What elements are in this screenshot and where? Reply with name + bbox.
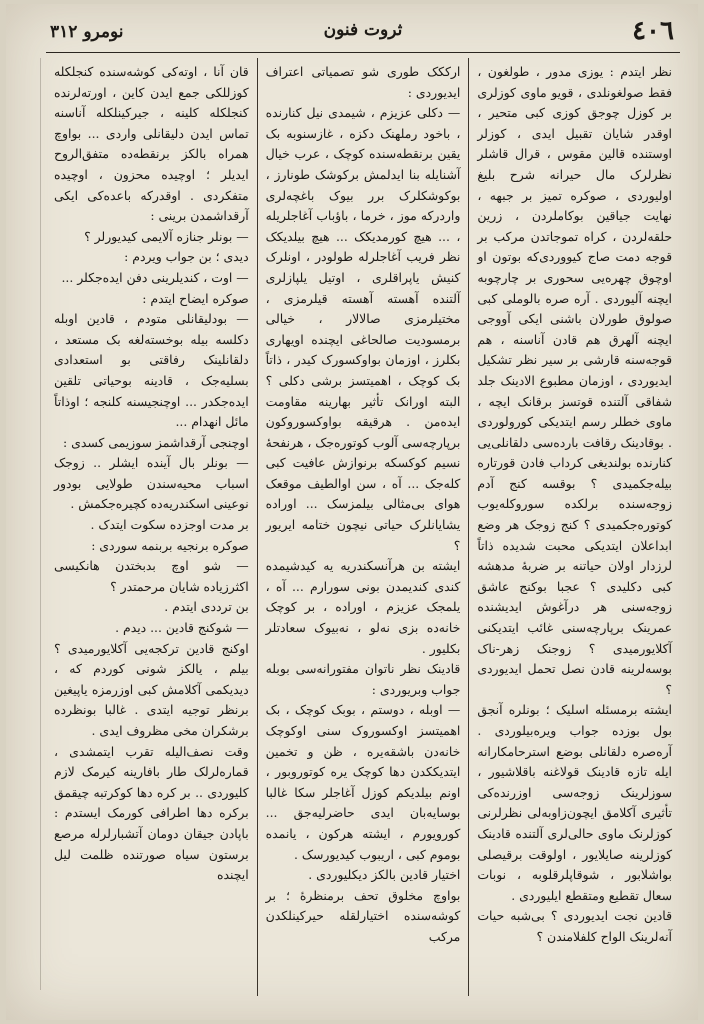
paragraph: — شوکنج قادین ... دیدم . (115, 620, 249, 636)
paragraph: نظر ایتدم : یوزی مدور ، طولغون ، فقط صولغونلدی ، قویو ماوی کوزلری بر کوزل چوجق کوزی کبی متحیر ، اوقدر شایان تقبیل ایدی ، کوزلر اوستنده قالین مقوس ، قرال قاشلر نظرلرک مال حیرانه شرح بلیغ اولیوردی ، صوکره تمیز بر جبهه ، نهایت جیاقین بوکاملردن ، زرین حلقه‌لردن ، کراه تموجاتدن مرکب بر قوجه دمت صاج کیووردی‌که بوتون او اوچوق چهره‌یی سحوری بر چارچوبه ایچنه آلیوردی . آره صره بالوملی کبی صولوق طورلان باشنی ایکی آووجی ایچنه آلهرق هم قادن آناسنه ، هم قوجه‌سنه قارشی بر سیر نظر تشکیل ایدیوردی ، اوزمان مطبوع الادینک جلد شفاقی آلتنده قوتسز برقانک ایچه ، ماوی خطلر رسم ایتدیکی کورولوردی . بوقادینک رقافت بارده‌سی دلقانلی‌یی کنارنده بولندیغی کرداب فادن قورتاره بیله‌جکمیدی ؟ بوقسه کنج آدم زوجه‌سنده برلکده سوروکله‌یوب کوتوره‌جکمیدی ؟ کنج زوجک هر وضع ابداعلان ایتدیکی محبت شدیده ذاتاً لرزدار اولان حیاتنه بر ضربهٔ مدهشه کبی دکلیدی ؟ عجبا بوکنج عاشق زوجه‌سنی هر درآغوش ایدیشنده عمرینک برپارچه‌سنی غائب ایتدیکنی آکلایورمیدی ؟ زوجنک زهر-ناک بوسه‌لرینه قادن نصل تحمل ایدیوردی ؟ (477, 64, 672, 697)
paragraph: اوچنجی آرقداشمز سوزیمی کسدی : (63, 434, 249, 450)
paragraph: اختیار قادین بالکز دیکلیوردی . (308, 867, 461, 883)
paragraph: دیدی ؛ بن جواب ویردم : (124, 249, 249, 265)
paragraph: — شو اوچ بدبختدن هانکیسی اکثرزیاده شایان مرحمتدر ؟ (53, 558, 249, 594)
page-number: ٤٠٦ (632, 16, 674, 46)
paragraph: ایشته بن هرآنسکندریه یه کیدشیمده کندی کندیمدن بونی سورارم ... آه ، یلمجک عزیزم ، اوراده ، بر کوچک خانه‌ده بزی نەلو ، نه‌بیوک سعادتلر بکلیور . (265, 558, 461, 656)
paragraph: صوکره ایضاح ایتدم : (142, 290, 249, 306)
paragraph: وقت نصف‌الیله تقرب ایتمشدی ، قمارەلرلک طار بافارینه کیرمک لازم کلیوردی .. بر کره دها کوکرتبه چیقمق برکره دها اطرافی کورمک ایستدم : باپادن جیقان دومان آتشبارلرله مرصع برستون سیاه صورتنده ظلمت لیل ایچنده (53, 743, 249, 883)
paragraph: — اوت ، کندیلرینی دفن ایده‌جکلر ... (61, 269, 249, 285)
paragraph: — اوبله ، دوستم ، بوبک کوچک ، بک اهمیتسز اوکسوروک سنی اوکوچک خانه‌دن باشقه‌یره ، ظن و تخمین ایتدیککدن دها کوچک یره کوتوروبور ، اونم بیلدیکم کوزل آغاجلر سکا غالبا بوسایه‌بان ایدی حاضرلیه‌جق ... کورویورم ، ایشته هرکون ، یانمده بوموم کبی ، اریبوب کیدیورسک . (265, 702, 461, 862)
journal-title: ثروت فنون (323, 20, 403, 40)
paragraph: — دکلی عزیزم ، شیمدی نیل کنارنده ، باخود رملهنک دکزه ، غازسنوبه بک یقین برنقطه‌سنده کوچک ، عرب خیال آشنایله بنا ایدلمش برکوشک طونارز ، بوکوشکلرک برر بیوک باغچه‌لری واردرکه موز ، خرما ، باؤباب آغاجلریله ، ... هیچ کورمدیکک ... هیچ بیلدیکک نظر فریب آغاجلرله طولودر ، اونلرک کنیش یاپراقلری ، اوتیل یلپازلری آلتنده آهسته آهسته قیلرمزی ، مختیلرمزی صالالار ، خیالی برمسودیت صالحاغی ایچنده اویهاری بکلرز ، اوزمان بواوکسورک کیدر ، ذاتاً بک کوچک ، اهمیتسز برشی دکلی ؟ البته اورانک تأثیر بهارینه مقاومت ایده‌من . هرقیقه بواوکسوروکون برپارچه‌سی آلوب کوتوره‌جک ، هرنفحهٔ نسیم کوکسکه برنوازش عافیت کبی کله‌جک ... آه ، سن اوالطیف موقعک هوای بی‌مثالی بیلمزسک ... اوراده یشایانلرک حیاتی نیچون ختامه ایریور ؟ (265, 105, 461, 553)
paragraph: قادین نجت ایدیوردی ؟ بی‌شبه حیات آنەلرینک الواح کلفلامندن ؟ (477, 908, 672, 944)
paragraph: بر مدت اوجزده سکوت ایتدک . (90, 517, 249, 533)
text-columns (46, 58, 680, 996)
paragraph: بواوچ مخلوق تحف برمنظرهٔ ؛ بر کوشه‌سنده اختیارلقله حیرکینلکدن مرکب (265, 887, 461, 944)
paragraph: بن ترددی ایتدم . (164, 599, 249, 615)
issue-number: نومرو ٣١٢ (50, 22, 124, 42)
page-margin (14, 58, 41, 990)
paragraph: — بونلر بال آینده ایشلر .. زوجک اسباب محیه‌سندن طولایی بودور نوعینی اسکندریه‌ده کچیره‌جکمش . (53, 455, 249, 512)
paragraph: اوکنج قادین ترکجه‌یی آکلایورمیدی ؟ بیلم ، یالکز شونی کوردم که ، دیدیکمی آکلامش کبی اوزرمزه یاپیغین برنظر توجیه ایتدی . غالبا بونظرده برشکران مخی مظروف ایدی . (53, 640, 249, 738)
paragraph: — بودلیقانلی متودم ، قادین اوبله دکلسه بیله بوخسته‌لغه بک مستعد ، دلقانلینک رفاقتی بو استعدادی بسلیه‌جک ، قادینه بوحیاتی تلقین ایده‌جکدر ... اوچنجیسنه کلنجه ؛ اوذاتاً مائل انهدام ... (53, 311, 249, 430)
column-middle (258, 58, 470, 996)
document-page (6, 4, 698, 1020)
paragraph: ارککک طوری شو تصمیاتی اعتراف ایدیوردی : (265, 64, 461, 100)
column-right (469, 58, 680, 996)
paragraph: قادینک نظر ناتوان مفتورانه‌سی بوبله جواب وبریوردی : (265, 661, 461, 697)
paragraph: قان آنا ، اوتەکی کوشه‌سنده کنجلکله کوزللکی جمع ایدن کاین ، اورتەلرنده کنجلکله کلینه ، جیرکینلکله آناسنه تماس ایدن دلیقانلی واردی ... بواوچ همراه بالکز برنقطه‌ده متفق‌الروح ایدیلر ؛ اوچیده محزون ، اوچیده متفکردی . اوقدرکه باعده‌کی ایکی آرقداشمدن برینی : (53, 64, 249, 224)
paragraph: صوکره برنجیه بربنمه سوردی : (91, 537, 249, 553)
paragraph: ایشته برمسئله اسلیک ؛ بونلره آنجق بول بوزده جواب ویره‌بیلوردی . آرەصره دلقانلی بوضع استرحامکارانه ایله تازه قادینک قولاغنه باقلاشیور ، سوزلرینک زوجه‌سی اوزرنده‌کی تأثیری آکلامق ایچون‌زاوبه‌لی نظرلرنی کوزلرنک ماوی حالی‌لری آلتنده قادینک کوزلرینه صایلایور ، اولوقت برقیصلی بواشلابور ، شوقاپلرقلوبه ، نوبات سعال تقطیع ومتقطع ایلیوردی . (477, 702, 672, 903)
paragraph: — بونلر جنازه آلایمی کیدیورلر ؟ (84, 228, 249, 244)
header-divider (46, 52, 680, 53)
page-header (46, 14, 680, 50)
column-left (46, 58, 258, 996)
